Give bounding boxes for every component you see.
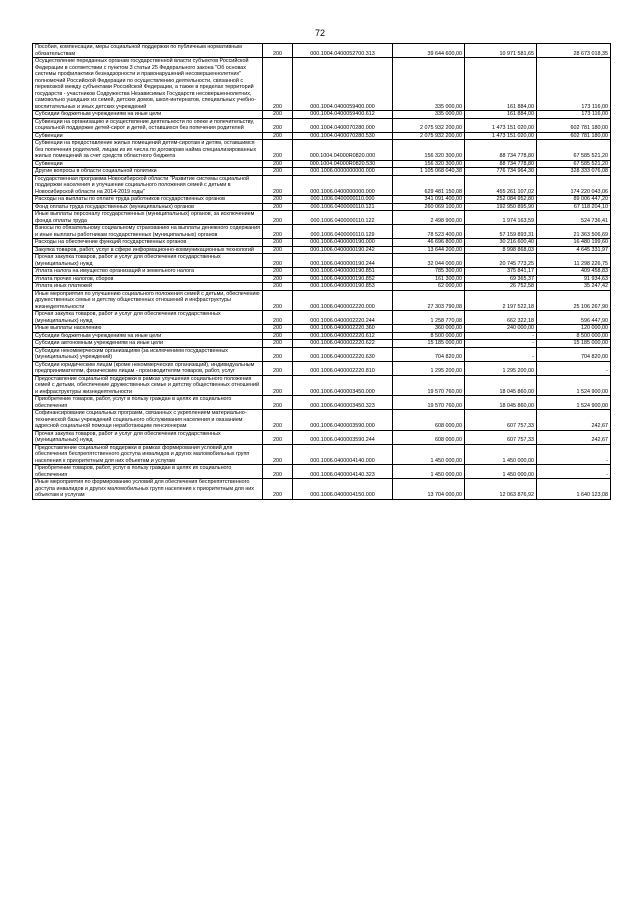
executed-amount-cell: 776 734 964,30	[465, 168, 537, 176]
remaining-amount-cell: 1 524 900,00	[537, 375, 611, 396]
expense-name-cell: Приобретение товаров, работ, услуг в пользу граждан в целях их социального обеспечения	[33, 465, 263, 479]
remaining-amount-cell: 25 106 267,90	[537, 290, 611, 311]
remaining-amount-cell: 16 480 199,60	[537, 239, 611, 247]
table-row	[33, 203, 611, 211]
budget-code-cell: 000.1006.0400000190.853	[293, 283, 393, 291]
budget-table	[32, 43, 611, 500]
admin-code-cell: 200	[263, 246, 293, 254]
budget-code-cell: 000.1006.0400003590.244	[293, 430, 393, 444]
remaining-amount-cell: 173 116,00	[537, 111, 611, 119]
admin-code-cell: 200	[263, 340, 293, 348]
admin-code-cell: 200	[263, 239, 293, 247]
approved-amount-cell: 19 570 760,00	[393, 375, 465, 396]
budget-code-cell: 000.1006.0400002220.622	[293, 340, 393, 348]
table-row	[33, 325, 611, 333]
expense-name-cell: Субвенции на предоставление жилых помещений детям-сиротам и детям, оставшимся без попечения родителей, лицам из их числа по договорам найма специализированных жилых помещений за счет средств областного бюджета	[33, 140, 263, 161]
approved-amount-cell: 27 303 790,08	[393, 290, 465, 311]
expense-name-cell: Уплата налога на имущество организаций и земельного налога	[33, 268, 263, 276]
remaining-amount-cell: 596 447,90	[537, 311, 611, 325]
admin-code-cell: 200	[263, 332, 293, 340]
budget-code-cell: 000.1006.0400002220.630	[293, 347, 393, 361]
admin-code-cell: 200	[263, 375, 293, 396]
remaining-amount-cell: 8 500 000,00	[537, 332, 611, 340]
approved-amount-cell: 360 000,00	[393, 325, 465, 333]
remaining-amount-cell: 1 640 123,08	[537, 479, 611, 500]
table-row	[33, 444, 611, 465]
executed-amount-cell: 1 974 163,59	[465, 211, 537, 225]
expense-name-cell: Субсидии автономным учреждениям на иные цели	[33, 340, 263, 348]
expense-name-cell: Взносы по обязательному социальному страхованию на выплаты денежного содержания и иные выплаты работникам государственных (муниципальных) органов	[33, 225, 263, 239]
approved-amount-cell: 1 258 770,08	[393, 311, 465, 325]
table-row	[33, 44, 611, 58]
budget-code-cell: 000.1006.0400000000.000	[293, 175, 393, 196]
budget-code-cell: 000.1006.0400003450.000	[293, 375, 393, 396]
budget-code-cell: 000.1006.0400003450.323	[293, 396, 393, 410]
remaining-amount-cell: 28 673 018,35	[537, 44, 611, 58]
table-row	[33, 479, 611, 500]
remaining-amount-cell: 120 000,00	[537, 325, 611, 333]
expense-name-cell: Расходы на выплаты по оплате труда работников государственных органов	[33, 196, 263, 204]
expense-name-cell: Уплата прочих налогов, сборов	[33, 275, 263, 283]
table-row	[33, 196, 611, 204]
approved-amount-cell: 608 000,00	[393, 410, 465, 431]
executed-amount-cell: 10 971 581,65	[465, 44, 537, 58]
executed-amount-cell: 607 757,33	[465, 430, 537, 444]
budget-code-cell: 000.1004.04000R0820.530	[293, 160, 393, 168]
admin-code-cell: 200	[263, 283, 293, 291]
admin-code-cell: 200	[263, 111, 293, 119]
remaining-amount-cell: 67 585 521,20	[537, 140, 611, 161]
remaining-amount-cell: 35 247,42	[537, 283, 611, 291]
admin-code-cell: 200	[263, 465, 293, 479]
remaining-amount-cell: 67 585 521,20	[537, 160, 611, 168]
admin-code-cell: 200	[263, 347, 293, 361]
expense-name-cell: Прочая закупка товаров, работ и услуг для обеспечения государственных (муниципальных) нужд	[33, 254, 263, 268]
remaining-amount-cell: 15 185 000,00	[537, 340, 611, 348]
budget-code-cell: 000.1006.0400004140.323	[293, 465, 393, 479]
expense-name-cell: Иные мероприятия по формированию условий для обеспечения беспрепятственного доступа инвалидов и других маломобильных групп населения к приоритетным для них объектам и услугам	[33, 479, 263, 500]
expense-name-cell: Субсидии некоммерческим организациям (за исключением государственных (муниципальных) учреждений)	[33, 347, 263, 361]
budget-code-cell: 000.1004.0400070280.000	[293, 118, 393, 132]
approved-amount-cell: 2 075 932 200,00	[393, 132, 465, 140]
executed-amount-cell: 607 757,33	[465, 410, 537, 431]
approved-amount-cell: 62 000,00	[393, 283, 465, 291]
executed-amount-cell: -	[465, 332, 537, 340]
budget-code-cell: 000.1006.0400004150.000	[293, 479, 393, 500]
approved-amount-cell: 341 091 400,00	[393, 196, 465, 204]
remaining-amount-cell: 524 736,41	[537, 211, 611, 225]
expense-name-cell: Иные выплаты населению	[33, 325, 263, 333]
budget-code-cell: 000.1006.0400003590.000	[293, 410, 393, 431]
admin-code-cell: 200	[263, 325, 293, 333]
table-row	[33, 132, 611, 140]
approved-amount-cell: 39 644 600,00	[393, 44, 465, 58]
approved-amount-cell: 19 570 760,00	[393, 396, 465, 410]
table-row	[33, 340, 611, 348]
executed-amount-cell: 20 745 773,25	[465, 254, 537, 268]
remaining-amount-cell: 704 820,00	[537, 347, 611, 361]
table-row	[33, 283, 611, 291]
approved-amount-cell: 1 450 000,00	[393, 444, 465, 465]
executed-amount-cell: 69 365,37	[465, 275, 537, 283]
admin-code-cell: 200	[263, 361, 293, 375]
approved-amount-cell: 13 704 000,00	[393, 479, 465, 500]
expense-name-cell: Субсидии юридическим лицам (кроме некоммерческих организаций), индивидуальным предпринимателям, физическим лицам - производителям товаров, работ, услуг	[33, 361, 263, 375]
budget-code-cell: 000.1006.0400000190.852	[293, 275, 393, 283]
expense-name-cell: Прочая закупка товаров, работ и услуг для обеспечения государственных (муниципальных) нужд	[33, 430, 263, 444]
executed-amount-cell: 192 950 895,90	[465, 203, 537, 211]
approved-amount-cell: 1 105 068 040,38	[393, 168, 465, 176]
table-row	[33, 430, 611, 444]
budget-code-cell: 000.1004.0400052700.313	[293, 44, 393, 58]
approved-amount-cell: 156 320 300,00	[393, 140, 465, 161]
page-number: 72	[314, 28, 325, 38]
expense-name-cell: Другие вопросы в области социальной политики	[33, 168, 263, 176]
expense-name-cell: Иные мероприятия по улучшению социального положения семей с детьми, обеспечению дружественных семье и детству общественных отношений и инфраструктуры жизнедеятельности	[33, 290, 263, 311]
approved-amount-cell: 1 295 200,00	[393, 361, 465, 375]
remaining-amount-cell: 602 781 180,00	[537, 132, 611, 140]
budget-code-cell: 000.1006.0400002220.244	[293, 311, 393, 325]
remaining-amount-cell: -	[537, 444, 611, 465]
expense-name-cell: Субсидии бюджетным учреждениям на иные цели	[33, 111, 263, 119]
remaining-amount-cell: 89 006 447,20	[537, 196, 611, 204]
expense-name-cell: Предоставление социальной поддержки в рамках формирования условий для обеспечения беспрепятственного доступа инвалидов и других маломобильных групп населения к приоритетным для них объектам и услугам	[33, 444, 263, 465]
remaining-amount-cell: 242,67	[537, 430, 611, 444]
table-row	[33, 396, 611, 410]
expense-name-cell: Фонд оплаты труда государственных (муниципальных) органов	[33, 203, 263, 211]
admin-code-cell: 200	[263, 430, 293, 444]
approved-amount-cell: 335 000,00	[393, 111, 465, 119]
approved-amount-cell: 335 000,00	[393, 58, 465, 111]
admin-code-cell: 200	[263, 44, 293, 58]
table-row	[33, 111, 611, 119]
executed-amount-cell: 252 084 952,80	[465, 196, 537, 204]
remaining-amount-cell: 11 298 226,75	[537, 254, 611, 268]
executed-amount-cell: 30 216 600,40	[465, 239, 537, 247]
executed-amount-cell: 161 884,00	[465, 58, 537, 111]
table-row	[33, 410, 611, 431]
approved-amount-cell: 78 523 400,00	[393, 225, 465, 239]
remaining-amount-cell: 602 781 180,00	[537, 118, 611, 132]
approved-amount-cell: 704 820,00	[393, 347, 465, 361]
expense-name-cell: Иные выплаты персоналу государственных (муниципальных) органов, за исключением фонда оплаты труда	[33, 211, 263, 225]
remaining-amount-cell: 21 363 506,69	[537, 225, 611, 239]
approved-amount-cell: 13 644 200,00	[393, 246, 465, 254]
expense-name-cell: Государственная программа Новосибирской области "Развитие системы социальной поддержки населения и улучшение социального положения семей с детьми в Новосибирской области на 2014-2019 годы"	[33, 175, 263, 196]
admin-code-cell: 200	[263, 160, 293, 168]
budget-code-cell: 000.1006.0400000190.244	[293, 254, 393, 268]
table-row	[33, 246, 611, 254]
budget-code-cell: 000.1006.0400004140.000	[293, 444, 393, 465]
executed-amount-cell: 161 884,00	[465, 111, 537, 119]
budget-code-cell: 000.1006.0400000190.242	[293, 246, 393, 254]
table-row	[33, 290, 611, 311]
table-row	[33, 332, 611, 340]
table-row	[33, 58, 611, 111]
table-row	[33, 211, 611, 225]
approved-amount-cell: 8 500 000,00	[393, 332, 465, 340]
executed-amount-cell: 375 841,17	[465, 268, 537, 276]
table-row	[33, 375, 611, 396]
remaining-amount-cell: 1 524 900,00	[537, 396, 611, 410]
table-row	[33, 225, 611, 239]
budget-code-cell: 000.1006.0400002220.612	[293, 332, 393, 340]
executed-amount-cell: -	[465, 347, 537, 361]
admin-code-cell: 200	[263, 410, 293, 431]
expense-name-cell: Закупка товаров, работ, услуг в сфере информационно-коммуникационных технологий	[33, 246, 263, 254]
executed-amount-cell: 662 322,18	[465, 311, 537, 325]
executed-amount-cell: 8 998 868,03	[465, 246, 537, 254]
expense-name-cell: Предоставление социальной поддержки в рамках улучшения социального положения семей с детьми, обеспечение дружественных семье и детству общественных отношений и инфраструктуры жизнедеятельности	[33, 375, 263, 396]
executed-amount-cell: -	[465, 340, 537, 348]
budget-code-cell: 000.1006.0000000000.000	[293, 168, 393, 176]
remaining-amount-cell: 173 116,00	[537, 58, 611, 111]
remaining-amount-cell: 4 645 331,97	[537, 246, 611, 254]
executed-amount-cell: 18 045 860,00	[465, 375, 537, 396]
admin-code-cell: 200	[263, 211, 293, 225]
table-row	[33, 311, 611, 325]
executed-amount-cell: 12 063 876,92	[465, 479, 537, 500]
approved-amount-cell: 608 000,00	[393, 430, 465, 444]
approved-amount-cell: 2 498 900,00	[393, 211, 465, 225]
admin-code-cell: 200	[263, 311, 293, 325]
table-row	[33, 239, 611, 247]
table-row	[33, 160, 611, 168]
budget-code-cell: 000.1004.0400059400.612	[293, 111, 393, 119]
remaining-amount-cell: 328 333 076,08	[537, 168, 611, 176]
admin-code-cell: 200	[263, 58, 293, 111]
approved-amount-cell: 785 300,00	[393, 268, 465, 276]
admin-code-cell: 200	[263, 396, 293, 410]
executed-amount-cell: 1 473 151 020,00	[465, 118, 537, 132]
executed-amount-cell: 240 000,00	[465, 325, 537, 333]
admin-code-cell: 200	[263, 444, 293, 465]
executed-amount-cell: 455 261 107,02	[465, 175, 537, 196]
budget-code-cell: 000.1004.04000R0820.000	[293, 140, 393, 161]
remaining-amount-cell: 91 934,63	[537, 275, 611, 283]
expense-name-cell: Уплата иных платежей	[33, 283, 263, 291]
budget-code-cell: 000.1006.0400000190.851	[293, 268, 393, 276]
expense-name-cell: Пособия, компенсации, меры социальной поддержки по публичным нормативным обязательствам	[33, 44, 263, 58]
admin-code-cell: 200	[263, 290, 293, 311]
budget-code-cell: 000.1006.0400000110.129	[293, 225, 393, 239]
executed-amount-cell: 1 450 000,00	[465, 444, 537, 465]
table-row	[33, 168, 611, 176]
budget-code-cell: 000.1006.0400002220.360	[293, 325, 393, 333]
remaining-amount-cell: 242,67	[537, 410, 611, 431]
executed-amount-cell: 18 045 860,00	[465, 396, 537, 410]
expense-name-cell: Субвенции	[33, 160, 263, 168]
expense-name-cell: Приобретение товаров, работ, услуг в пользу граждан в целях их социального обеспечения	[33, 396, 263, 410]
admin-code-cell: 200	[263, 203, 293, 211]
budget-code-cell: 000.1006.0400000190.000	[293, 239, 393, 247]
executed-amount-cell: 2 197 522,18	[465, 290, 537, 311]
admin-code-cell: 200	[263, 225, 293, 239]
table-row	[33, 268, 611, 276]
expense-name-cell: Субсидии бюджетным учреждениям на иные цели	[33, 332, 263, 340]
table-row	[33, 254, 611, 268]
admin-code-cell: 200	[263, 168, 293, 176]
executed-amount-cell: 26 752,58	[465, 283, 537, 291]
remaining-amount-cell: -	[537, 361, 611, 375]
budget-code-cell: 000.1006.0400002220.000	[293, 290, 393, 311]
admin-code-cell: 200	[263, 196, 293, 204]
admin-code-cell: 200	[263, 254, 293, 268]
admin-code-cell: 200	[263, 268, 293, 276]
table-row	[33, 347, 611, 361]
executed-amount-cell: 1 450 000,00	[465, 465, 537, 479]
budget-code-cell: 000.1004.0400070280.530	[293, 132, 393, 140]
approved-amount-cell: 2 075 932 200,00	[393, 118, 465, 132]
expense-name-cell: Субвенции на организацию и осуществление деятельности по опеке и попечительству, социальной поддержке детей-сирот и детей, оставшихся без попечения родителей	[33, 118, 263, 132]
approved-amount-cell: 156 320 300,00	[393, 160, 465, 168]
table-row	[33, 175, 611, 196]
expense-name-cell: Софинансирование социальных программ, связанных с укреплением материально-технической базы учреждений социального обслуживания населения и оказанием адресной социальной помощи неработающим пенсионерам	[33, 410, 263, 431]
remaining-amount-cell: 174 220 043,06	[537, 175, 611, 196]
admin-code-cell: 200	[263, 140, 293, 161]
approved-amount-cell: 629 481 150,08	[393, 175, 465, 196]
budget-code-cell: 000.1004.0400059400.000	[293, 58, 393, 111]
approved-amount-cell: 260 069 100,00	[393, 203, 465, 211]
admin-code-cell: 200	[263, 118, 293, 132]
expense-name-cell: Субвенции	[33, 132, 263, 140]
approved-amount-cell: 161 300,00	[393, 275, 465, 283]
approved-amount-cell: 1 450 000,00	[393, 465, 465, 479]
table-row	[33, 275, 611, 283]
table-row	[33, 361, 611, 375]
admin-code-cell: 200	[263, 175, 293, 196]
executed-amount-cell: 88 734 778,80	[465, 160, 537, 168]
table-row	[33, 118, 611, 132]
remaining-amount-cell: -	[537, 465, 611, 479]
table-row	[33, 140, 611, 161]
approved-amount-cell: 15 185 000,00	[393, 340, 465, 348]
admin-code-cell: 200	[263, 275, 293, 283]
approved-amount-cell: 32 044 000,00	[393, 254, 465, 268]
budget-code-cell: 000.1006.0400000110.122	[293, 211, 393, 225]
remaining-amount-cell: 409 458,83	[537, 268, 611, 276]
admin-code-cell: 200	[263, 132, 293, 140]
budget-code-cell: 000.1006.0400002220.810	[293, 361, 393, 375]
expense-name-cell: Осуществление переданных органам государственной власти субъектов Российской Федерации в соответствии с пунктом 3 статьи 25 Федерального закона "Об основах системы профилактики безнадзорности и правонарушений несовершеннолетних" полномочий Российской Федерации по осуществлению деятельности, связанной с перевозкой между субъектами Российской Федерации, а также в пределах территорий государств - участников Содружества Независимых Государств несовершеннолетних, самовольно ушедших из семей, детских домов, школ-интернатов, специальных учебно-воспитательных и иных детских учреждений	[33, 58, 263, 111]
approved-amount-cell: 46 696 800,00	[393, 239, 465, 247]
expense-name-cell: Расходы на обеспечение функций государственных органов	[33, 239, 263, 247]
budget-code-cell: 000.1006.0400000110.121	[293, 203, 393, 211]
executed-amount-cell: 88 734 778,80	[465, 140, 537, 161]
executed-amount-cell: 57 159 893,31	[465, 225, 537, 239]
expense-name-cell: Прочая закупка товаров, работ и услуг для обеспечения государственных (муниципальных) нужд	[33, 311, 263, 325]
remaining-amount-cell: 67 118 204,10	[537, 203, 611, 211]
table-row	[33, 465, 611, 479]
executed-amount-cell: 1 295 200,00	[465, 361, 537, 375]
budget-code-cell: 000.1006.0400000110.000	[293, 196, 393, 204]
executed-amount-cell: 1 473 151 020,00	[465, 132, 537, 140]
admin-code-cell: 200	[263, 479, 293, 500]
